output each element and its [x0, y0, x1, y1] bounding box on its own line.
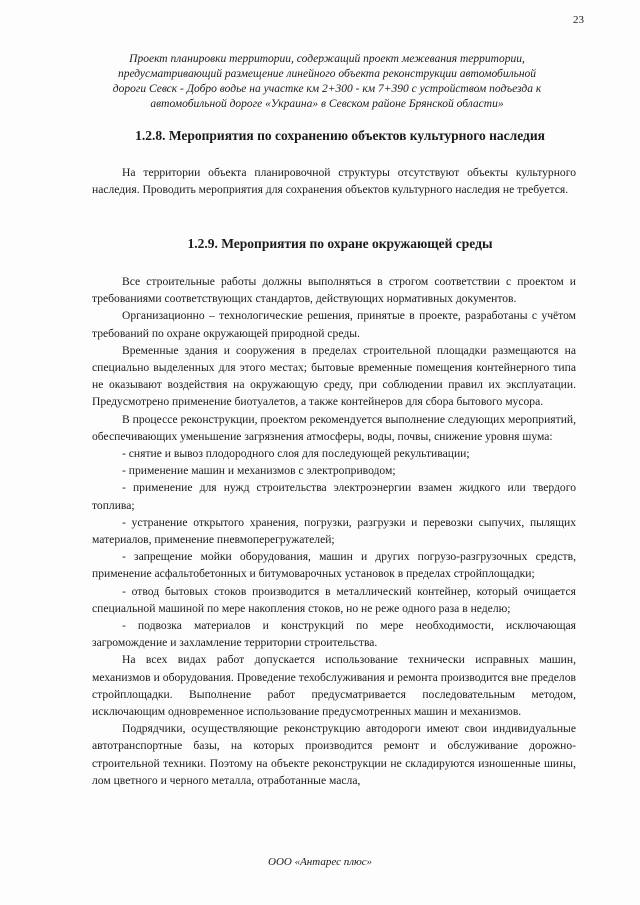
paragraph: Организационно – технологические решения, принятые в проекте, разработаны с учётом требований по охране окружающей природной среды.	[92, 309, 576, 340]
page-footer: ООО «Антарес плюс»	[268, 856, 372, 868]
paragraph: На всех видах работ допускается использование технически исправных машин, механизмов и оборудования. Проведение техобслуживания и ремонта производится вне пределов стройплощадки. Выполнение работ предусматривается последовательным методом, исключающим одновременное использование предусмотренных машин и механизмов.	[92, 653, 576, 719]
list-item: - применение для нужд строительства электроэнергии взамен жидкого или твердого топлива;	[92, 481, 576, 512]
paragraph: В процессе реконструкции, проектом рекомендуется выполнение следующих мероприятий, обеспечивающих уменьшение загрязнения атмосферы, воды, почвы, снижение уровня шума:	[92, 412, 576, 443]
section-body-environment	[92, 273, 576, 789]
header-line: предусматривающий размещение линейного объекта реконструкции автомобильной	[117, 68, 537, 80]
header-line: Проект планировки территории, содержащий проект межевания территории,	[129, 53, 525, 65]
section-heading-cultural-heritage: 1.2.8. Мероприятия по сохранению объектов культурного наследия	[135, 128, 545, 143]
section-heading-environment: 1.2.9. Мероприятия по охране окружающей среды	[187, 236, 493, 251]
paragraph: На территории объекта планировочной структуры отсутствуют объекты культурного наследия. Проводить мероприятия для сохранения объектов культурного наследия не требуется.	[92, 166, 576, 197]
list-item: - отвод бытовых стоков производится в металлический контейнер, который очищается специальной машиной по мере накопления стоков, но не реже одного раза в неделю;	[92, 584, 576, 615]
section-body-cultural-heritage	[92, 164, 576, 198]
header-line: автомобильной дороге «Украина» в Севском районе Брянской области»	[150, 98, 504, 110]
list-item: - запрещение мойки оборудования, машин и других погрузо-разгрузочных средств, применение асфальтобетонных и битумоварочных установок в пределах стройплощадки;	[92, 550, 576, 581]
list-item: - снятие и вывоз плодородного слоя для последующей рекультивации;	[122, 447, 470, 461]
paragraph: Подрядчики, осуществляющие реконструкцию автодороги имеют свои индивидуальные автотранспортные базы, на которых производится ремонт и обслуживание дорожно-строительной техники. Поэтому на объекте реконструкции не складируются изношенные шины, лом цветного и черного металла, отработанные масла,	[92, 722, 576, 787]
list-item: - устранение открытого хранения, погрузки, разгрузки и перевозки сыпучих, пылящих материалов, применение пневмоперегружателей;	[92, 515, 576, 547]
list-item: - подвозка материалов и конструкций по мере необходимости, исключающая загромождение и захламление территории строительства.	[92, 619, 576, 650]
list-item: - применение машин и механизмов с электроприводом;	[122, 464, 396, 478]
paragraph: Временные здания и сооружения в пределах строительной площадки размещаются на специально выделенных для этого местах; бытовые временные помещения контейнерного типа не оказывают воздействия на окружающую среду, при соблюдении правил их эксплуатации. Предусмотрено применение биотуалетов, а также контейнеров для сбора бытового мусора.	[92, 343, 576, 409]
page-number: 23	[573, 14, 584, 26]
document-header	[92, 52, 562, 112]
header-line: дороги Севск - Добро водье на участке км 2+300 - км 7+390 с устройством подъезда к	[112, 83, 542, 95]
paragraph: Все строительные работы должны выполняться в строгом соответствии с проектом и требованиями соответствующих стандартов, действующих нормативных документов.	[92, 275, 576, 306]
